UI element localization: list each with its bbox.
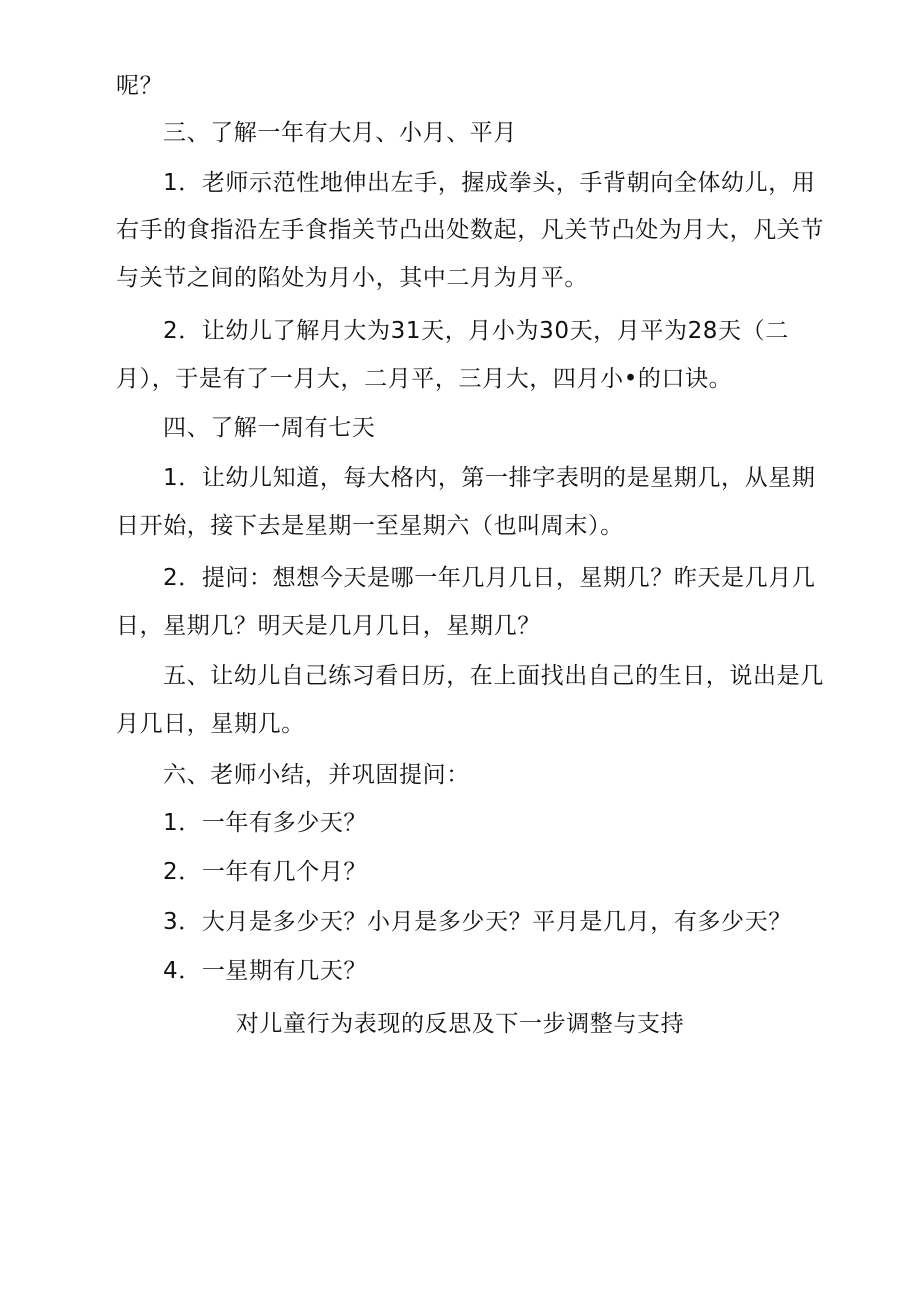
- section-heading-5-line-2: 月几日，星期几。: [116, 711, 305, 737]
- list-item-3-1-line-1: 1．老师示范性地伸出左手，握成拳头，手背朝向全体幼儿，用: [163, 170, 816, 196]
- list-item-3-2-line-2: 月），于是有了一月大，二月平，三月大，四月小•的口诀。: [116, 366, 733, 392]
- reflection-heading: 对儿童行为表现的反思及下一步调整与支持: [235, 1011, 685, 1037]
- section-heading-4: 四、了解一周有七天: [163, 415, 376, 441]
- paragraph-line-continuation: 呢？: [116, 73, 164, 99]
- list-item-3-2-line-1: 2．让幼儿了解月大为31天，月小为30天，月平为28天（二: [163, 318, 789, 344]
- list-item-3-1-line-3: 与关节之间的陷处为月小，其中二月为月平。: [116, 265, 588, 291]
- question-item-2: 2．一年有几个月？: [163, 859, 368, 885]
- list-item-4-2-line-1: 2．提问：想想今天是哪一年几月几日，星期几？昨天是几月几: [163, 565, 816, 591]
- section-heading-6: 六、老师小结，并巩固提问：: [163, 762, 470, 788]
- list-item-4-1-line-2: 日开始，接下去是星期一至星期六（也叫周末）。: [116, 513, 624, 539]
- question-item-4: 4．一星期有几天？: [163, 958, 368, 984]
- section-heading-3: 三、了解一年有大月、小月、平月: [163, 120, 517, 146]
- question-item-1: 1．一年有多少天？: [163, 810, 368, 836]
- list-item-3-1-line-2: 右手的食指沿左手食指关节凸出处数起，凡关节凸处为月大，凡关节: [116, 217, 824, 243]
- list-item-4-2-line-2: 日，星期几？明天是几月几日，星期几？: [116, 613, 541, 639]
- section-heading-5-line-1: 五、让幼儿自己练习看日历，在上面找出自己的生日，说出是几: [163, 663, 824, 689]
- question-item-3: 3．大月是多少天？小月是多少天？平月是几月，有多少天？: [163, 909, 792, 935]
- list-item-4-1-line-1: 1．让幼儿知道，每大格内，第一排字表明的是星期几，从星期: [163, 465, 816, 491]
